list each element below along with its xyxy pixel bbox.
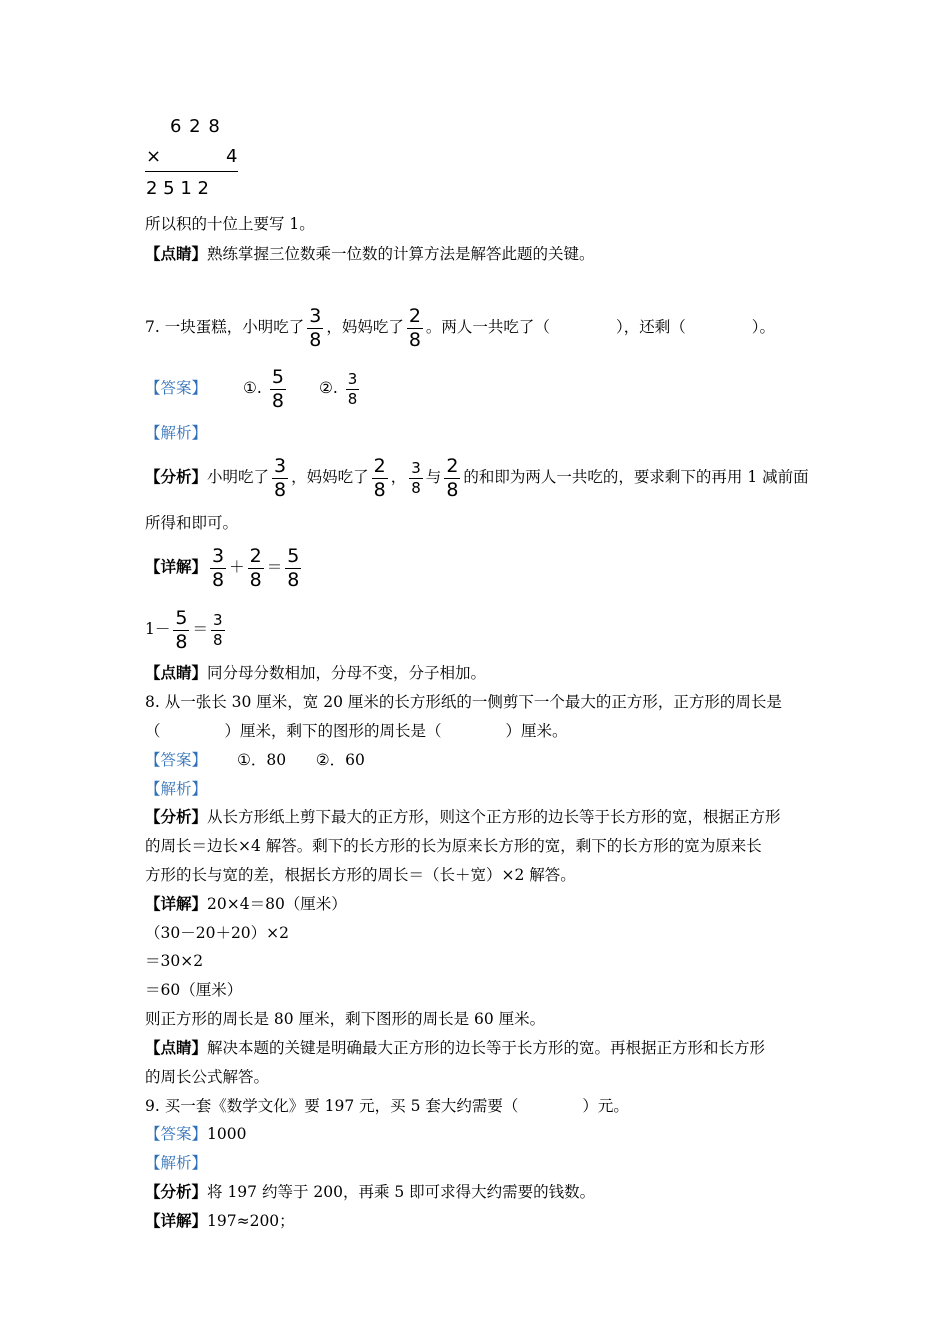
fenxi-fraction-a <box>272 454 288 501</box>
q7-fenxi-line2: 所得和即可。 <box>145 514 239 532</box>
calc-row-multiplicand: 6 2 8 <box>170 116 221 137</box>
tip-text: 同分母分数相加，分母不变，分子相加。 <box>207 664 487 682</box>
fenxi-text: 将 197 约等于 200，再乘 5 即可求得大约需要的钱数。 <box>207 1183 596 1201</box>
tip-tag: 【点睛】 <box>145 663 208 682</box>
q8-analysis-tag: 【解析】 <box>145 780 208 798</box>
q8-tip-1 <box>145 1037 765 1059</box>
answer-2-fraction <box>346 369 360 408</box>
q7-text-4: ），还剩（ <box>615 318 686 336</box>
calc-rule <box>145 171 238 172</box>
frac-denominator: 8 <box>213 630 223 649</box>
tip-text: 熟练掌握三位数乘一位数的计算方法是解答此题的关键。 <box>207 245 595 263</box>
frac-numerator: 3 <box>213 610 223 629</box>
answer-text: ①．80 ②．60 <box>237 751 365 769</box>
q8-fenxi-3: 方形的长与宽的差，根据长方形的周长＝（长＋宽）×2 解答。 <box>145 866 576 884</box>
fenxi-text-3: ， <box>390 468 407 486</box>
frac-denominator: 8 <box>249 568 262 591</box>
frac-denominator: 8 <box>347 389 358 408</box>
frac-denominator: 8 <box>411 478 421 497</box>
frac-numerator: 5 <box>271 365 284 388</box>
fenxi-fraction-b <box>372 454 388 501</box>
answer-1-fraction <box>270 365 286 412</box>
frac-numerator: 2 <box>446 454 459 477</box>
q8-calc-4: ＝60（厘米） <box>145 981 243 999</box>
q7-text-3: 。两人一共吃了（ <box>425 318 550 336</box>
frac-denominator: 8 <box>274 478 287 501</box>
answer-1-label: ①. <box>243 379 262 397</box>
frac-denominator: 8 <box>446 478 459 501</box>
tip-tag: 【点睛】 <box>145 244 208 263</box>
frac-denominator: 8 <box>309 328 322 351</box>
frac-numerator: 5 <box>175 606 188 629</box>
frac-denominator: 8 <box>212 568 225 591</box>
tip-tag: 【点睛】 <box>145 1038 208 1057</box>
equals-sign: ＝ <box>266 558 283 576</box>
xiangjie-text: 20×4＝80（厘米） <box>207 895 347 913</box>
frac-numerator: 3 <box>411 458 421 477</box>
frac-numerator: 2 <box>249 544 262 567</box>
q8-conclusion: 则正方形的周长是 80 厘米，剩下图形的周长是 60 厘米。 <box>145 1010 546 1028</box>
number-one: 1 <box>145 620 155 638</box>
frac-denominator: 8 <box>373 478 386 501</box>
q8-question-line2 <box>145 720 568 742</box>
q8-fenxi-1 <box>145 806 781 828</box>
q7-xiangjie <box>145 544 304 590</box>
q7-fraction-2-8 <box>407 304 423 351</box>
frac-denominator: 8 <box>408 328 421 351</box>
q8-xiangjie <box>145 893 347 915</box>
q6-tip <box>145 243 595 265</box>
q9-answer <box>145 1123 246 1145</box>
tip-text: 解决本题的关键是明确最大正方形的边长等于长方形的宽。再根据正方形和长方形 <box>207 1039 766 1057</box>
q8-calc-2: （30－20＋20）×2 <box>145 924 290 942</box>
fenxi-text-1: 小明吃了 <box>207 468 270 486</box>
fenxi-text-4: 与 <box>425 468 442 486</box>
q8-tip-2: 的周长公式解答。 <box>145 1068 270 1086</box>
q8-question-line1: 8. 从一张长 30 厘米，宽 20 厘米的长方形纸的一侧剪下一个最大的正方形，正方形的周长是 <box>145 693 782 711</box>
fenxi-tag: 【分析】 <box>145 1182 208 1201</box>
fenxi-text-2: ，妈妈吃了 <box>291 468 369 486</box>
frac-denominator: 8 <box>175 630 188 653</box>
q7-fenxi <box>145 454 809 500</box>
frac-denominator: 8 <box>287 568 300 591</box>
fenxi-text: 从长方形纸上剪下最大的正方形，则这个正方形的边长等于长方形的宽，根据正方形 <box>207 808 781 826</box>
q8-calc-3: ＝30×2 <box>145 952 204 970</box>
minus-sign: － <box>154 620 171 638</box>
frac-numerator: 3 <box>274 454 287 477</box>
q7-text-2: ，妈妈吃了 <box>326 318 404 336</box>
xiangjie-tag: 【详解】 <box>145 1211 208 1230</box>
answer-text: 1000 <box>207 1125 247 1143</box>
calc-row-multiplier: 4 <box>226 146 238 167</box>
frac-denominator: 8 <box>271 389 284 412</box>
xiangjie-text: 197≈200； <box>207 1212 295 1230</box>
answer-tag: 【答案】 <box>145 751 208 769</box>
calc-row-result: 2 5 1 2 <box>146 178 209 199</box>
q9-fenxi <box>145 1181 595 1203</box>
calc-times-sign: × <box>146 146 162 167</box>
q6-conclusion: 所以积的十位上要写 1。 <box>145 215 315 233</box>
frac-numerator: 3 <box>347 369 358 388</box>
frac-numerator: 2 <box>408 304 421 327</box>
calc-fraction-3-8 <box>210 544 226 591</box>
q7-answer <box>145 364 362 412</box>
q8-text-b: ）厘米，剩下的图形的周长是（ <box>224 722 442 740</box>
fenxi-tag: 【分析】 <box>145 807 208 826</box>
answer-tag: 【答案】 <box>145 1125 208 1143</box>
q7-analysis-tag: 【解析】 <box>145 424 208 442</box>
fenxi-text-5: 的和即为两人一共吃的，要求剩下的再用 1 减前面 <box>463 468 809 486</box>
frac-numerator: 5 <box>287 544 300 567</box>
calc-fraction-2-8 <box>248 544 264 591</box>
q9-xiangjie <box>145 1210 295 1232</box>
q8-fenxi-2: 的周长＝边长×4 解答。剩下的长方形的长为原来长方形的宽，剩下的长方形的宽为原来长 <box>145 837 762 855</box>
q8-text-a: （ <box>145 722 161 740</box>
q7-text-5: ）。 <box>751 318 775 336</box>
q7-question <box>145 305 775 350</box>
fenxi-fraction-d <box>444 454 460 501</box>
fenxi-fraction-c <box>409 458 423 497</box>
calc-fraction-5-8 <box>285 544 301 591</box>
fenxi-tag: 【分析】 <box>145 467 208 486</box>
q7-tip <box>145 662 486 684</box>
frac-numerator: 3 <box>309 304 322 327</box>
frac-numerator: 3 <box>212 544 225 567</box>
q9-text-a: 9. 买一套《数学文化》要 197 元，买 5 套大约需要（ <box>145 1097 519 1115</box>
q7-subtraction <box>145 606 228 652</box>
q7-text-1: 7. 一块蛋糕，小明吃了 <box>145 318 305 336</box>
q8-text-c: ）厘米。 <box>505 722 568 740</box>
answer-2-label: ②. <box>318 379 338 397</box>
q7-fraction-3-8 <box>307 304 323 351</box>
q9-question <box>145 1095 629 1117</box>
q9-text-b: ）元。 <box>582 1097 629 1115</box>
xiangjie-tag: 【详解】 <box>145 557 208 576</box>
q9-analysis-tag: 【解析】 <box>145 1154 208 1172</box>
q8-answer <box>145 749 365 771</box>
answer-tag: 【答案】 <box>145 379 208 397</box>
calc-fraction-5-8 <box>173 606 189 653</box>
plus-sign: ＋ <box>229 558 245 576</box>
xiangjie-tag: 【详解】 <box>145 894 208 913</box>
equals-sign: ＝ <box>192 620 208 638</box>
calc-fraction-3-8 <box>211 610 225 649</box>
frac-numerator: 2 <box>373 454 386 477</box>
